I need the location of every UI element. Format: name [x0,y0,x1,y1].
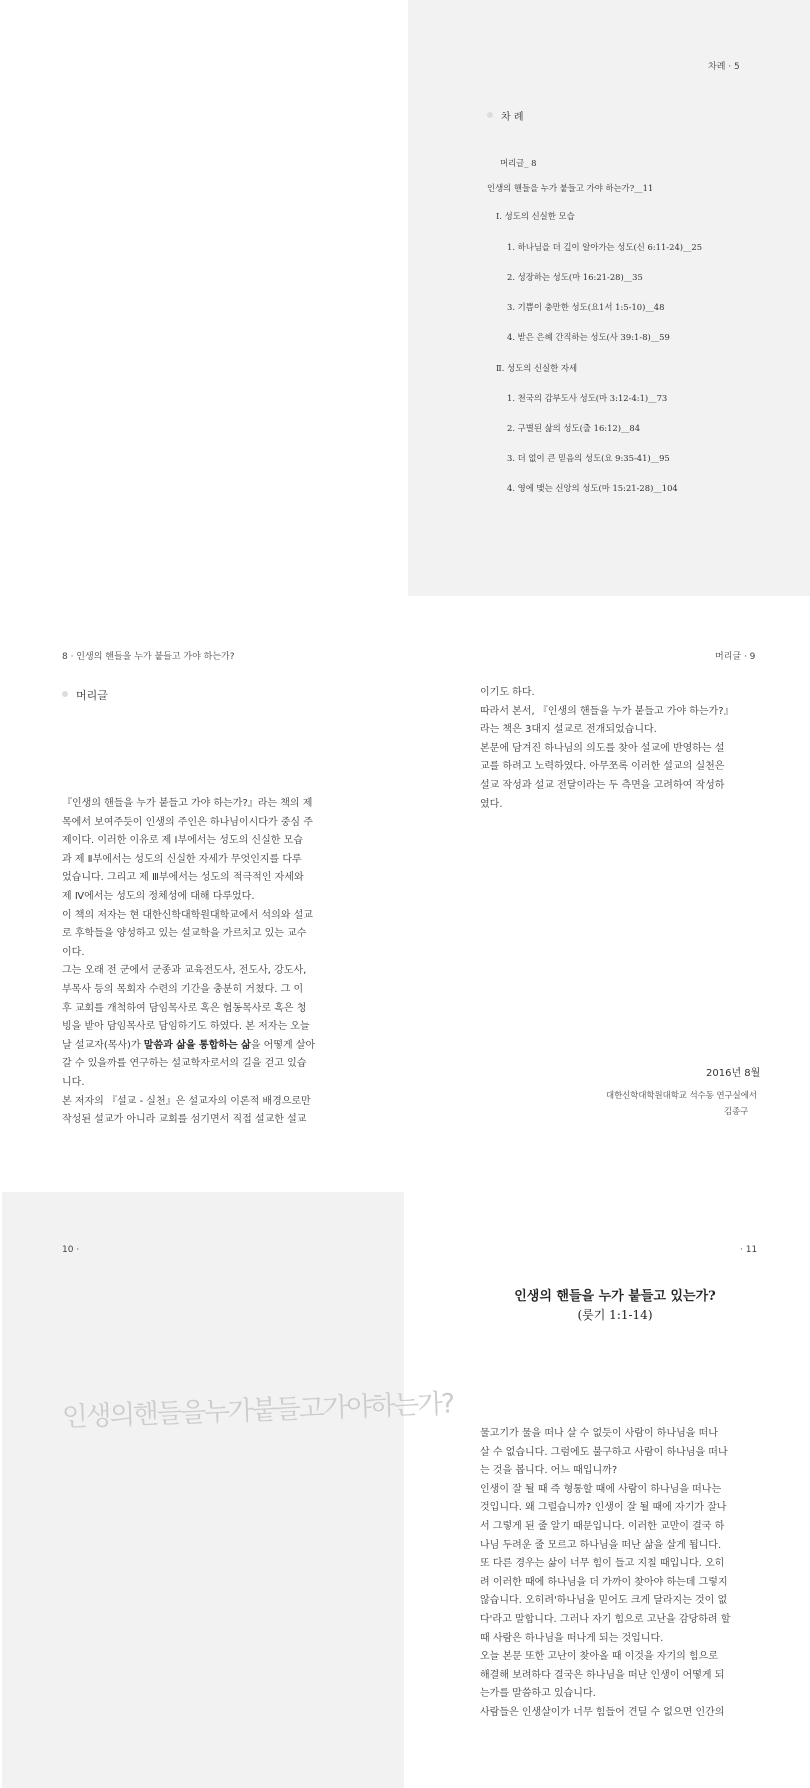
body-line: 본문에 담겨진 하나님의 의도를 찾아 설교에 반영하는 설 [480,742,725,754]
preface-body [62,795,338,1130]
toc-entry[interactable]: 머리글_ 8 [500,158,537,168]
body-line: 본 저자의 『설교 - 실천』은 설교자의 이론적 배경으로만 [62,1095,311,1107]
body-line: 따라서 본서, 『인생의 핸들을 누가 붙들고 가야 하는가?』 [480,705,734,717]
preface-title [62,687,108,703]
body-line: 때 사람은 하나님을 떠나게 되는 것입니다. [480,1632,664,1644]
body-line: 는 것을 봅니다. 어느 때입니까? [480,1465,618,1477]
body-line: 사람들은 인생살이가 너무 힘들어 견딜 수 없으면 인간의 [480,1706,725,1718]
preface-continued-body [480,684,756,814]
sermon-body [480,1425,756,1723]
page-8-header: 8 · 인생의 핸들을 누가 붙들고 가야 하는가? [62,652,235,662]
toc-title [487,108,524,123]
toc-entry[interactable]: 4. 받은 은혜 간직하는 성도(사 39:1-8)__59 [507,332,670,342]
body-line: 인생이 잘 될 때 즉 형통할 때에 사람이 하나님을 떠나는 [480,1483,722,1495]
body-line: 었습니다. 그리고 제 Ⅲ부에서는 성도의 적극적인 자세와 [62,872,304,884]
preface-affiliation: 대한신학대학원대학교 석수동 연구실에서 [606,1090,757,1100]
body-line: 오늘 본문 또한 고난이 찾아올 때 이것을 자기의 힘으로 [480,1651,718,1663]
toc-entry[interactable]: 1. 천국의 감부도사 성도(마 3:12-4:1)__73 [507,393,668,403]
toc-title-text: 차 례 [501,112,524,123]
page-10-header: 10 · [62,1245,80,1255]
body-line: 니다. [62,1076,85,1088]
body-line: 제이다. 이러한 이유로 제 Ⅰ부에서는 성도의 신실한 모습 [62,835,303,847]
toc-entry[interactable]: 3. 기쁨이 충만한 성도(요1서 1:5-10)__48 [507,302,665,312]
bullet-dot-icon [487,112,493,118]
body-line: 이 책의 저자는 현 대한신학대학원대학교에서 석의와 설교 [62,909,313,921]
book-title-watermark: 인생의핸들을누가붙들고가야하는가? [61,1388,454,1433]
sermon-scripture: (룻기 1:1-14) [577,1308,653,1322]
body-line: 였다. [480,798,503,810]
body-line: 것입니다. 왜 그럴습니까? 인생이 잘 될 때에 자기가 잘나 [480,1502,727,1514]
body-line: 서 그렇게 된 줄 알기 때문입니다. 이러한 교만이 결국 하 [480,1520,725,1532]
body-line: 않습니다. 오히려'하나님을 믿어도 크게 달라지는 것이 없 [480,1595,728,1607]
body-line: 갈 수 있을까를 연구하는 설교학자로서의 길을 걷고 있습 [62,1058,307,1070]
toc-entry[interactable]: 2. 성장하는 성도(마 16:21-28)__35 [507,272,643,282]
body-line: 나님 두려운 줄 모르고 하나님을 떠난 삶을 살게 됩니다. [480,1539,722,1551]
preface-author: 김종구 [724,1106,749,1116]
body-line: 이기도 하다. [480,687,535,698]
toc-part-heading[interactable]: Ⅱ. 성도의 신실한 자세 [496,363,578,373]
emphasized-phrase: 말씀과 삶을 통합하는 삶 [143,1039,251,1051]
body-line: 는가를 말씀하고 있습니다. [480,1688,596,1700]
body-line: 려 이러한 때에 하나님을 더 가까이 찾아야 하는데 그렇지 [480,1576,728,1588]
body-line: 이다. [62,946,85,958]
body-line: 라는 책은 3대지 설교로 전개되었습니다. [480,724,657,736]
toc-part-heading[interactable]: Ⅰ. 성도의 신실한 모습 [496,211,575,221]
sermon-title: 인생의 핸들을 누가 붙들고 있는가? [514,1289,716,1304]
page-5-header: 차례 · 5 [708,62,740,72]
body-line: 교를 하려고 노력하였다. 아무쪼록 이러한 설교의 실천은 [480,761,725,773]
preface-title-text: 머리글 [76,689,108,702]
body-line: 또 다른 경우는 삶이 너무 힘이 들고 지칠 때입니다. 오히 [480,1558,725,1570]
toc-entry[interactable]: 1. 하나님을 더 깊이 알아가는 성도(신 6:11-24)__25 [507,242,703,252]
body-line: 해결해 보려하다 결국은 하나님을 떠난 인생이 어떻게 되 [480,1669,725,1681]
body-line: 그는 오래 전 군에서 군종과 교육전도사, 전도사, 강도사, [62,965,307,977]
body-line: 살 수 없습니다. 그럼에도 불구하고 사람이 하나님을 떠나 [480,1446,728,1458]
body-line: 날 설교자(목사)가 말씀과 삶을 통합하는 삶을 어떻게 살아 [62,1039,316,1051]
body-line: 『인생의 핸들을 누가 붙들고 가야 하는가?』라는 책의 제 [62,798,313,809]
toc-entry[interactable]: 3. 더 없이 큰 믿음의 성도(요 9:35-41)__95 [507,453,670,463]
page-5-panel [408,0,810,596]
toc-entry[interactable]: 인생의 핸들을 누가 붙들고 가야 하는가?__11 [487,183,654,193]
body-line: 로 후학들을 양성하고 있는 설교학을 가르치고 있는 교수 [62,928,307,940]
body-line: 목에서 보여주듯이 인생의 주인은 하나님이시다가 중심 주 [62,816,313,828]
bullet-dot-icon [62,691,68,697]
toc-entry[interactable]: 4. 영에 맺는 신앙의 성도(마 15:21-28)__104 [507,483,678,493]
body-line: 과 제 Ⅱ부에서는 성도의 신실한 자세가 무엇인지를 다루 [62,853,302,865]
preface-date: 2016년 8월 [706,1068,761,1079]
body-line: 다'라고 말합니다. 그러나 자기 힘으로 고난을 감당하려 할 [480,1613,731,1625]
page-11-header: · 11 [740,1245,758,1255]
body-line: 작성된 설교가 아니라 교회를 섬기면서 직접 설교한 설교 [62,1114,307,1126]
toc-entry[interactable]: 2. 구별된 삶의 성도(출 16:12)__84 [507,423,641,433]
body-line: 제 Ⅳ에서는 성도의 정체성에 대해 다루었다. [62,890,255,902]
body-line: 부목사 등의 목회자 수련의 기간을 충분히 거쳤다. 그 이 [62,983,304,995]
body-line: 후 교회를 개척하여 담임목사로 혹은 협동목사로 혹은 청 [62,1002,307,1014]
body-line: 물고기가 물을 떠나 살 수 없듯이 사람이 하나님을 떠나 [480,1428,718,1439]
body-line: 빙을 받아 담임목사로 담임하기도 하였다. 본 저자는 오늘 [62,1021,310,1033]
page-9-header: 머리글 · 9 [715,652,756,662]
page-10-panel [2,1192,404,1788]
body-line: 설교 작성과 설교 전달이라는 두 측면을 고려하여 작성하 [480,779,725,791]
